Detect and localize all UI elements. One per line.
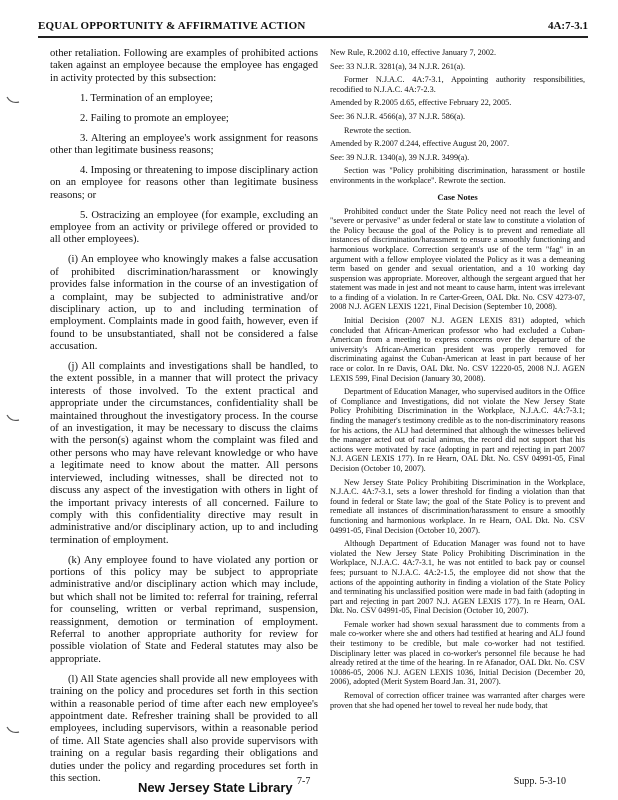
paragraph-l: (l) All State agencies shall provide all new employees with training on the policy and procedures set forth in this section within a reasonable period of time after each new employee's appointment date. Refresher training shall be provided to all employees, including supervisors, within a reasonable period of time. All State agencies shall also provide supervisors with training on a regular basis regarding their obligations and duties under the policy and regarding procedures set forth in this section. bbox=[50, 673, 318, 785]
paragraph-j: (j) All complaints and investigations shall be handled, to the extent possible, in a manner that will protect the privacy interests of those involved. To the extent practical and appropriate under the circumstances, confidentiality shall be maintained throughout the investigatory process. In the course of an investigation, it may be necessary to discuss the claims with the person(s) against whom the complaint was filed and other persons who may have relevant knowledge or who have a legitimate need to know about the matter. All persons interviewed, including witnesses, shall be directed not to discuss any aspect of the investigation with others in light of the important privacy interests of all concerned. Failure to comply with this confidentiality directive may result in administrative and/or disciplinary action, up to and including termination of employment. bbox=[50, 361, 318, 546]
list-item-1: 1. Termination of an employee; bbox=[80, 92, 213, 104]
history-line: Section was "Policy prohibiting discrimination, harassment or hostile environments in the workplace". Rewrote the section. bbox=[330, 166, 585, 185]
case-note: Initial Decision (2007 N.J. AGEN LEXIS 831) adopted, which concluded that African-American professor who had excluded a Cuban-American from a meeting to express concerns over the departure of the university's African-American president was properly removed for discriminating against the Cuban-American at least in part because of her race or color. In re Davis, OAL Dkt. No. CSV 12220-05, 2008 N.J. AGEN LEXIS 599, Final Decision (January 30, 2008). bbox=[330, 316, 585, 383]
case-note: Department of Education Manager, who supervised auditors in the Office of Compliance and Investigations, did not violate the New Jersey State Policy Prohibiting Discrimination in the Workplace, N.J.A.C. 4A:7-3.1; finding the manager's testimony credible as to the non-discriminatory reasons for his actions, the ALJ had determined that although the witnesses believed the manager acted out of racial animus, the record did not support that his actions were motivated by race (adopting in part and rejecting in part 2007 N.J. AGEN LEXIS 177). In re Hearn, OAL Dkt. No. CSV 04991-05, Final Decision (October 10, 2007). bbox=[330, 387, 585, 473]
case-note: New Jersey State Policy Prohibiting Discrimination in the Workplace, N.J.A.C. 4A:7-3.1, sets a lower threshold for finding a violation than that found in federal or State law; the goal of the State Policy is to prevent and remediate all instances of discrimination/harassment to ensure a smoothly functioning and harmonious workplace. In re Hearn, OAL Dkt. No. CSV 04991-05, Final Decision (October 10, 2007). bbox=[330, 477, 585, 535]
page-number: 7-7 bbox=[297, 776, 311, 787]
paragraph-i: (i) An employee who knowingly makes a false accusation of prohibited discrimination/harassment or knowingly provides false information in the course of an investigation of a complaint, may be subjected to administrative and/or disciplinary action, up to and including termination of employment. Complaints made in good faith, however, even if found to be unsubstantiated, shall not be considered a false accusation. bbox=[50, 254, 318, 353]
case-note: Female worker had shown sexual harassment due to comments from a male co-worker where she and others had testified at hearing and ALJ found their testimony to be credible, but male co-worker had not testified. Disciplinary letter was placed in co-worker's personnel file because he had already retired at the time of the hearing. In re Afanador, OAL Dkt. No. CSV 10086-05, 2006 N.J. AGEN LEXIS 1036, Initial Decision (December 20, 2006), adopted (Merit System Board Jan. 31, 2007). bbox=[330, 619, 585, 687]
left-column bbox=[50, 48, 318, 793]
margin-mark-icon bbox=[6, 410, 20, 420]
history-line: Former N.J.A.C. 4A:7-3.1, Appointing authority responsibilities, recodified to N.J.A.C. 4A:7-2.3. bbox=[330, 75, 585, 94]
paragraph-retaliation: other retaliation. Following are examples of prohibited actions taken against an employee because the employee has engaged in activity protected by this subsection: bbox=[50, 48, 318, 84]
margin-mark-icon bbox=[6, 92, 20, 102]
library-stamp: New Jersey State Library bbox=[138, 780, 293, 795]
case-notes-heading: Case Notes bbox=[437, 191, 478, 202]
supplement-date: Supp. 5-3-10 bbox=[513, 776, 566, 787]
header-title: EQUAL OPPORTUNITY & AFFIRMATIVE ACTION bbox=[38, 20, 306, 32]
history-line: See: 36 N.J.R. 4566(a), 37 N.J.R. 586(a). bbox=[330, 111, 466, 121]
list-item-2: 2. Failing to promote an employee; bbox=[80, 112, 229, 124]
list-item-4: 4. Imposing or threatening to impose disciplinary action on an employee for reasons other than legitimate business reasons; or bbox=[50, 164, 318, 201]
history-line: See: 39 N.J.R. 1340(a), 39 N.J.R. 3499(a). bbox=[330, 152, 470, 162]
history-line: Amended by R.2005 d.65, effective February 22, 2005. bbox=[330, 98, 512, 108]
history-line: Amended by R.2007 d.244, effective August 20, 2007. bbox=[330, 139, 510, 149]
right-column bbox=[330, 48, 585, 714]
margin-mark-icon bbox=[6, 722, 20, 732]
running-header bbox=[38, 20, 588, 38]
list-item-3: 3. Altering an employee's work assignment for reasons other than legitimate business reasons; bbox=[50, 132, 318, 156]
history-line: See: 33 N.J.R. 3281(a), 34 N.J.R. 261(a). bbox=[330, 61, 466, 71]
list-item-5: 5. Ostracizing an employee (for example, excluding an employee from an activity or privilege offered or provided to all other employees). bbox=[50, 209, 318, 246]
paragraph-k: (k) Any employee found to have violated any portion or portions of this policy may be subject to appropriate administrative and/or disciplinary action which may include, but which shall not be limited to: referral for training, referral for counseling, written or verbal reprimand, suspension, reassignment, demotion or termination of employment. Referral to another appropriate authority for review for possible violation of State and Federal statutes may also be appropriate. bbox=[50, 554, 318, 665]
case-note: Prohibited conduct under the State Policy need not reach the level of "severe or pervasive" as under federal or state law to constitute a violation of the Policy because the goal of the Policy is to prevent and remediate all instances of discrimination/harassment to ensure a smoothly functioning and harmonious workplace. Correction sergeant's use of the term "fag" in an argument with a fellow employee violated the Policy as it was a demeaning term based on gender and sexual orientation, and a 10 working day suspension was appropriate. Moreover, although the sergeant argued that her statement was made in jest and not meant to cause harm, intent was irrelevant to a finding of a violation. In re Carter-Green, OAL Dkt. No. CSV 4273-07, 2008 N.J. AGEN LEXIS 1221, Final Decision (September 10, 2008). bbox=[330, 206, 585, 312]
case-note: Although Department of Education Manager was found not to have violated the New Jersey State Policy Prohibiting Discrimination in the Workplace, N.J.A.C. 4A:7-3.1, he was not entitled to back pay or counsel fees; pursuant to N.J.A.C. 4A:2-1.5, the employee did not show that the actions of the appointing authority in finding a violation of the State Policy and terminating his unclassified position were made in bad faith (adopting in part and rejecting in part 2007 N.J. AGEN LEXIS 177). In re Hearn, OAL Dkt. No. CSV 04991-05, Final Decision (October 10, 2007). bbox=[330, 539, 585, 616]
case-note: Removal of correction officer trainee was warranted after charges were proven that she had opened her towel to reveal her nude body, that bbox=[330, 691, 585, 710]
header-section-code: 4A:7-3.1 bbox=[547, 20, 588, 32]
history-line: Rewrote the section. bbox=[344, 125, 412, 135]
history-line: New Rule, R.2002 d.10, effective January 7, 2002. bbox=[330, 48, 497, 57]
